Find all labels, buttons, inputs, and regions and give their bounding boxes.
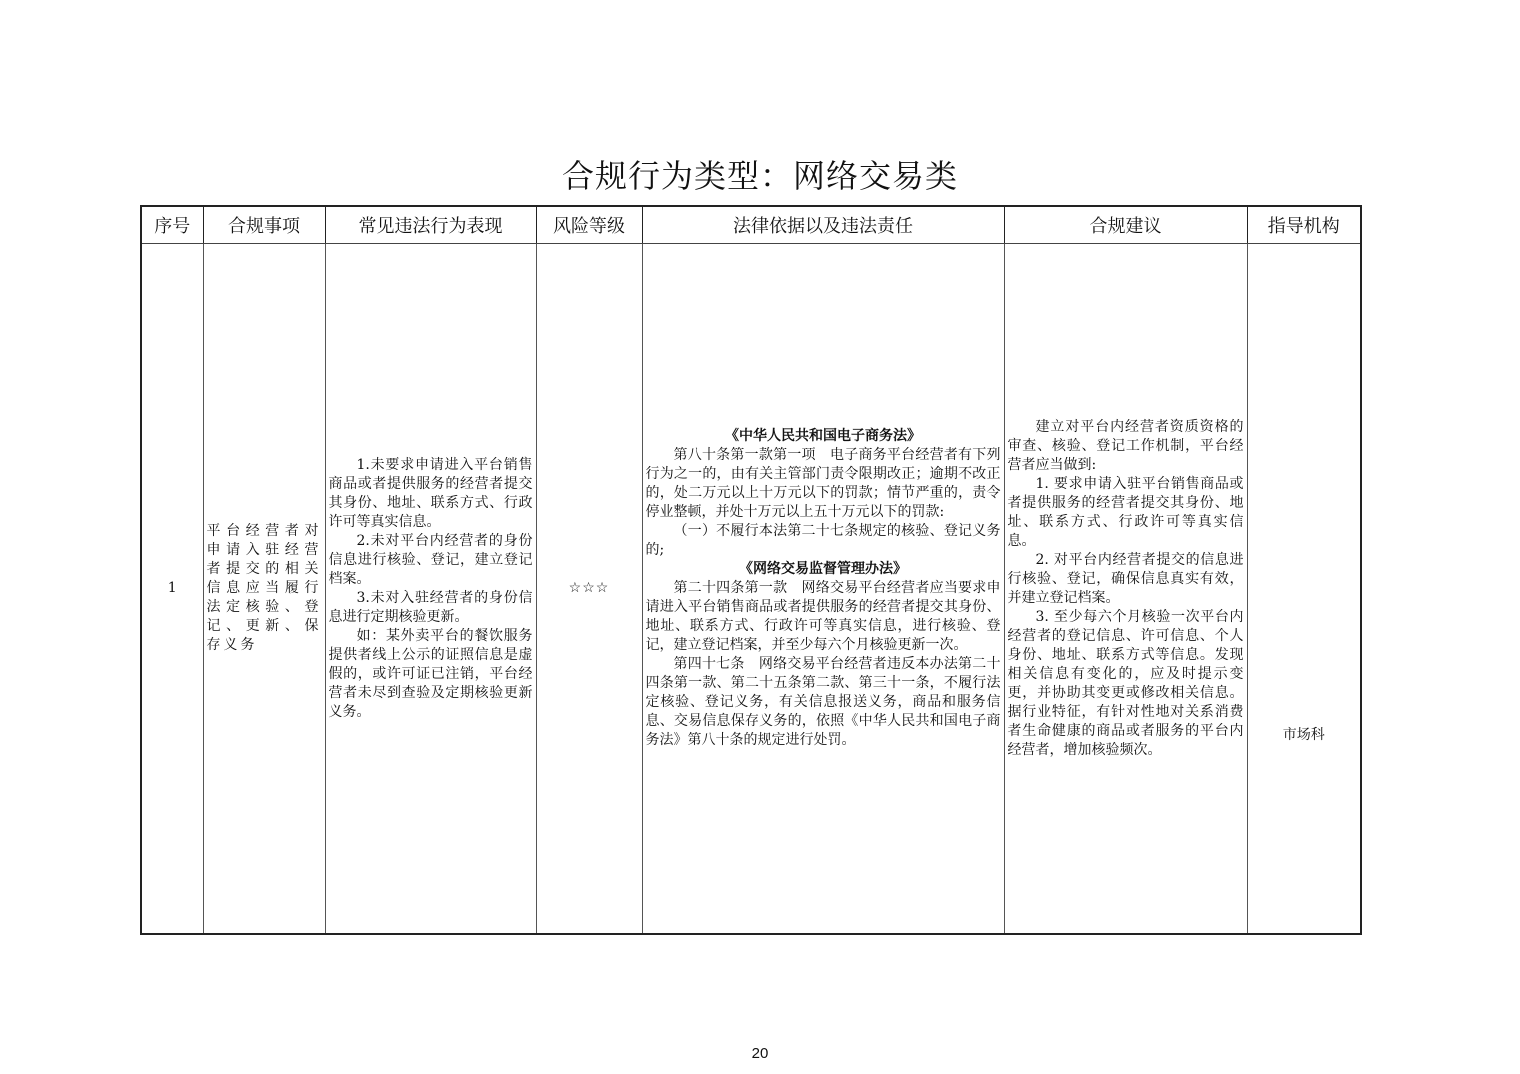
- page-number: 20: [751, 1045, 769, 1062]
- violation-3: 3.未对入驻经营者的身份信息进行定期核验更新。: [328, 589, 533, 625]
- violation-1: 1.未要求申请进入平台销售商品或者提供服务的经营者提交其身份、地址、联系方式、行政许可等真实信息。: [328, 456, 533, 530]
- law-para-3: 第二十四条第一款 网络交易平台经营者应当要求申请进入平台销售商品或者提供服务的经营者提交其身份、地址、联系方式、行政许可等真实信息，进行核验、登记，建立登记档案，并至少每六个月核验更新一次。: [645, 580, 1001, 653]
- header-violations: 常见违法行为表现: [325, 206, 536, 244]
- header-item: 合规事项: [203, 206, 325, 244]
- table-header-row: [141, 206, 1361, 244]
- table-row: [141, 244, 1361, 935]
- header-risk: 风险等级: [536, 206, 642, 244]
- cell-risk: [536, 244, 642, 935]
- advice-3: 3. 至少每六个月核验一次平台内经营者的登记信息、许可信息、个人身份、地址、联系方式等信息。发现相关信息有变化的，应及时提示变更，并协助其变更或修改相关信息。据行业特征，有针对性地对关系消费者生命健康的商品或者服务的平台内经营者，增加核验频次。: [1007, 608, 1244, 758]
- law-para-4: 第四十七条 网络交易平台经营者违反本办法第二十四条第一款、第二十五条第二款、第三十一条，不履行法定核验、登记义务，有关信息报送义务，商品和服务信息、交易信息保存义务的，依照《中华人民共和国电子商务法》第八十条的规定进行处罚。: [645, 656, 1001, 748]
- law-para-1: 第八十条第一款第一项 电子商务平台经营者有下列行为之一的，由有关主管部门责令限期改正；逾期不改正的，处二万元以上十万元以下的罚款；情节严重的，责令停业整顿，并处十万元以上五十万元以下的罚款:: [645, 447, 1001, 520]
- cell-org: 市场科: [1247, 244, 1361, 935]
- law-title-regulation: 《网络交易监督管理办法》: [739, 561, 907, 577]
- law-para-2: （一）不履行本法第二十七条规定的核验、登记义务的;: [645, 523, 1001, 558]
- cell-advice: [1004, 244, 1247, 935]
- cell-item: [203, 244, 325, 935]
- header-org: 指导机构: [1247, 206, 1361, 244]
- compliance-table: [140, 205, 1362, 935]
- violation-2: 2.未对平台内经营者的身份信息进行核验、登记，建立登记档案。: [328, 532, 533, 587]
- page-title: 合规行为类型：网络交易类: [561, 157, 958, 196]
- header-index: 序号: [141, 206, 203, 244]
- law-title-ecommerce: 《中华人民共和国电子商务法》: [725, 428, 921, 444]
- header-advice: 合规建议: [1004, 206, 1247, 244]
- item-text: 平台经营者对申请入驻经营者提交的相关信息应当履行法定核验、登记、更新、保存义务: [206, 523, 322, 653]
- advice-2: 2. 对平台内经营者提交的信息进行核验、登记，确保信息真实有效，并建立登记档案。: [1007, 551, 1244, 606]
- advice-intro: 建立对平台内经营者资质资格的审查、核验、登记工作机制，平台经营者应当做到:: [1007, 418, 1244, 473]
- violation-example: 如：某外卖平台的餐饮服务提供者线上公示的证照信息是虚假的，或许可证已注销，平台经营者未尽到查验及定期核验更新义务。: [328, 627, 533, 720]
- cell-index: 1: [141, 244, 203, 935]
- risk-stars: ☆☆☆: [568, 580, 610, 596]
- advice-1: 1. 要求申请入驻平台销售商品或者提供服务的经营者提交其身份、地址、联系方式、行政许可等真实信息。: [1007, 475, 1244, 549]
- cell-violations: [325, 244, 536, 935]
- cell-law: [642, 244, 1004, 935]
- header-law: 法律依据以及违法责任: [642, 206, 1004, 244]
